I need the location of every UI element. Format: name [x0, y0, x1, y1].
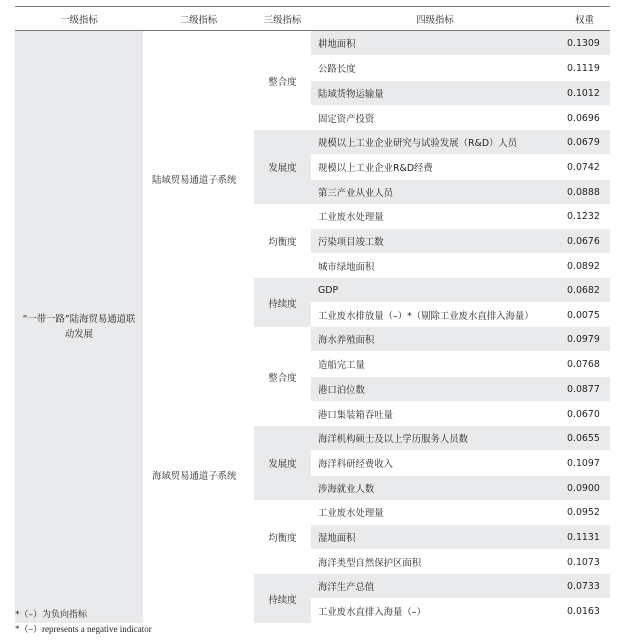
level4-indicator: 海洋生产总值 [311, 574, 559, 599]
weight-value: 0.0952 [559, 500, 610, 525]
level4-indicator: 第三产业从业人员 [311, 180, 559, 205]
header-weight: 权重 [559, 7, 610, 31]
weight-value: 0.1119 [559, 56, 610, 81]
level2-indicator: 陆域贸易通道子系统 [143, 31, 254, 328]
header-level2: 二级指标 [143, 7, 254, 31]
level4-indicator: 城市绿地面积 [311, 254, 559, 279]
indicator-weight-table [15, 6, 610, 623]
table-notes [15, 608, 152, 636]
level4-indicator: 涉海就业人数 [311, 476, 559, 501]
level3-indicator: 均衡度 [254, 500, 311, 574]
level4-indicator: 海洋机构硕士及以上学历服务人员数 [311, 426, 559, 451]
weight-value: 0.0655 [559, 426, 610, 451]
level4-indicator: GDP [311, 278, 559, 303]
level4-indicator: 海水养殖面积 [311, 327, 559, 352]
weight-value: 0.0768 [559, 352, 610, 377]
level1-indicator: “一带一路”陆海贸易通道联动发展 [15, 31, 143, 624]
weight-value: 0.0696 [559, 106, 610, 131]
level4-indicator: 工业废水排放量（–）*（剔除工业废水直排入海量） [311, 303, 559, 328]
weight-value: 0.1309 [559, 31, 610, 56]
weight-value: 0.0892 [559, 254, 610, 279]
level3-indicator: 发展度 [254, 426, 311, 500]
level4-indicator: 海洋科研经费收入 [311, 451, 559, 476]
weight-value: 0.1131 [559, 525, 610, 550]
level4-indicator: 港口集装箱吞吐量 [311, 402, 559, 427]
weight-value: 0.0075 [559, 303, 610, 328]
level4-indicator: 工业废水处理量 [311, 500, 559, 525]
level4-indicator: 陆域货物运输量 [311, 81, 559, 106]
level4-indicator: 造船完工量 [311, 352, 559, 377]
weight-value: 0.0733 [559, 574, 610, 599]
weight-value: 0.0163 [559, 599, 610, 624]
level3-indicator: 整合度 [254, 31, 311, 131]
level4-indicator: 湿地面积 [311, 525, 559, 550]
level4-indicator: 规模以上工业企业R&D经费 [311, 155, 559, 180]
weight-value: 0.0742 [559, 155, 610, 180]
level4-indicator: 工业废水处理量 [311, 204, 559, 229]
level2-indicator: 海域贸易通道子系统 [143, 327, 254, 623]
weight-value: 0.1097 [559, 451, 610, 476]
header-level3: 三级指标 [254, 7, 311, 31]
header-level1: 一级指标 [15, 7, 143, 31]
note-cn: *（–）为负向指标 [15, 610, 88, 620]
level4-indicator: 固定资产投资 [311, 106, 559, 131]
weight-value: 0.0888 [559, 180, 610, 205]
note-en: *（–）represents a negative indicator [15, 624, 152, 634]
weight-value: 0.0676 [559, 229, 610, 254]
table-row [15, 31, 610, 56]
level3-indicator: 持续度 [254, 574, 311, 623]
level3-indicator: 整合度 [254, 327, 311, 426]
level4-indicator: 海洋类型自然保护区面积 [311, 550, 559, 575]
level3-indicator: 发展度 [254, 130, 311, 204]
level3-indicator: 均衡度 [254, 204, 311, 278]
weight-value: 0.0670 [559, 402, 610, 427]
weight-value: 0.0679 [559, 130, 610, 155]
level4-indicator: 港口泊位数 [311, 377, 559, 402]
weight-value: 0.1012 [559, 81, 610, 106]
level4-indicator: 规模以上工业企业研究与试验发展（R&D）人员 [311, 130, 559, 155]
weight-value: 0.0979 [559, 327, 610, 352]
weight-value: 0.1232 [559, 204, 610, 229]
level4-indicator: 污染项目竣工数 [311, 229, 559, 254]
level4-indicator: 耕地面积 [311, 31, 559, 56]
header-row [15, 7, 610, 31]
level4-indicator: 公路长度 [311, 56, 559, 81]
weight-value: 0.1073 [559, 550, 610, 575]
weight-value: 0.0682 [559, 278, 610, 303]
level4-indicator: 工业废水直排入海量（–） [311, 599, 559, 624]
weight-value: 0.0877 [559, 377, 610, 402]
header-level4: 四级指标 [311, 7, 559, 31]
weight-value: 0.0900 [559, 476, 610, 501]
level3-indicator: 持续度 [254, 278, 311, 327]
